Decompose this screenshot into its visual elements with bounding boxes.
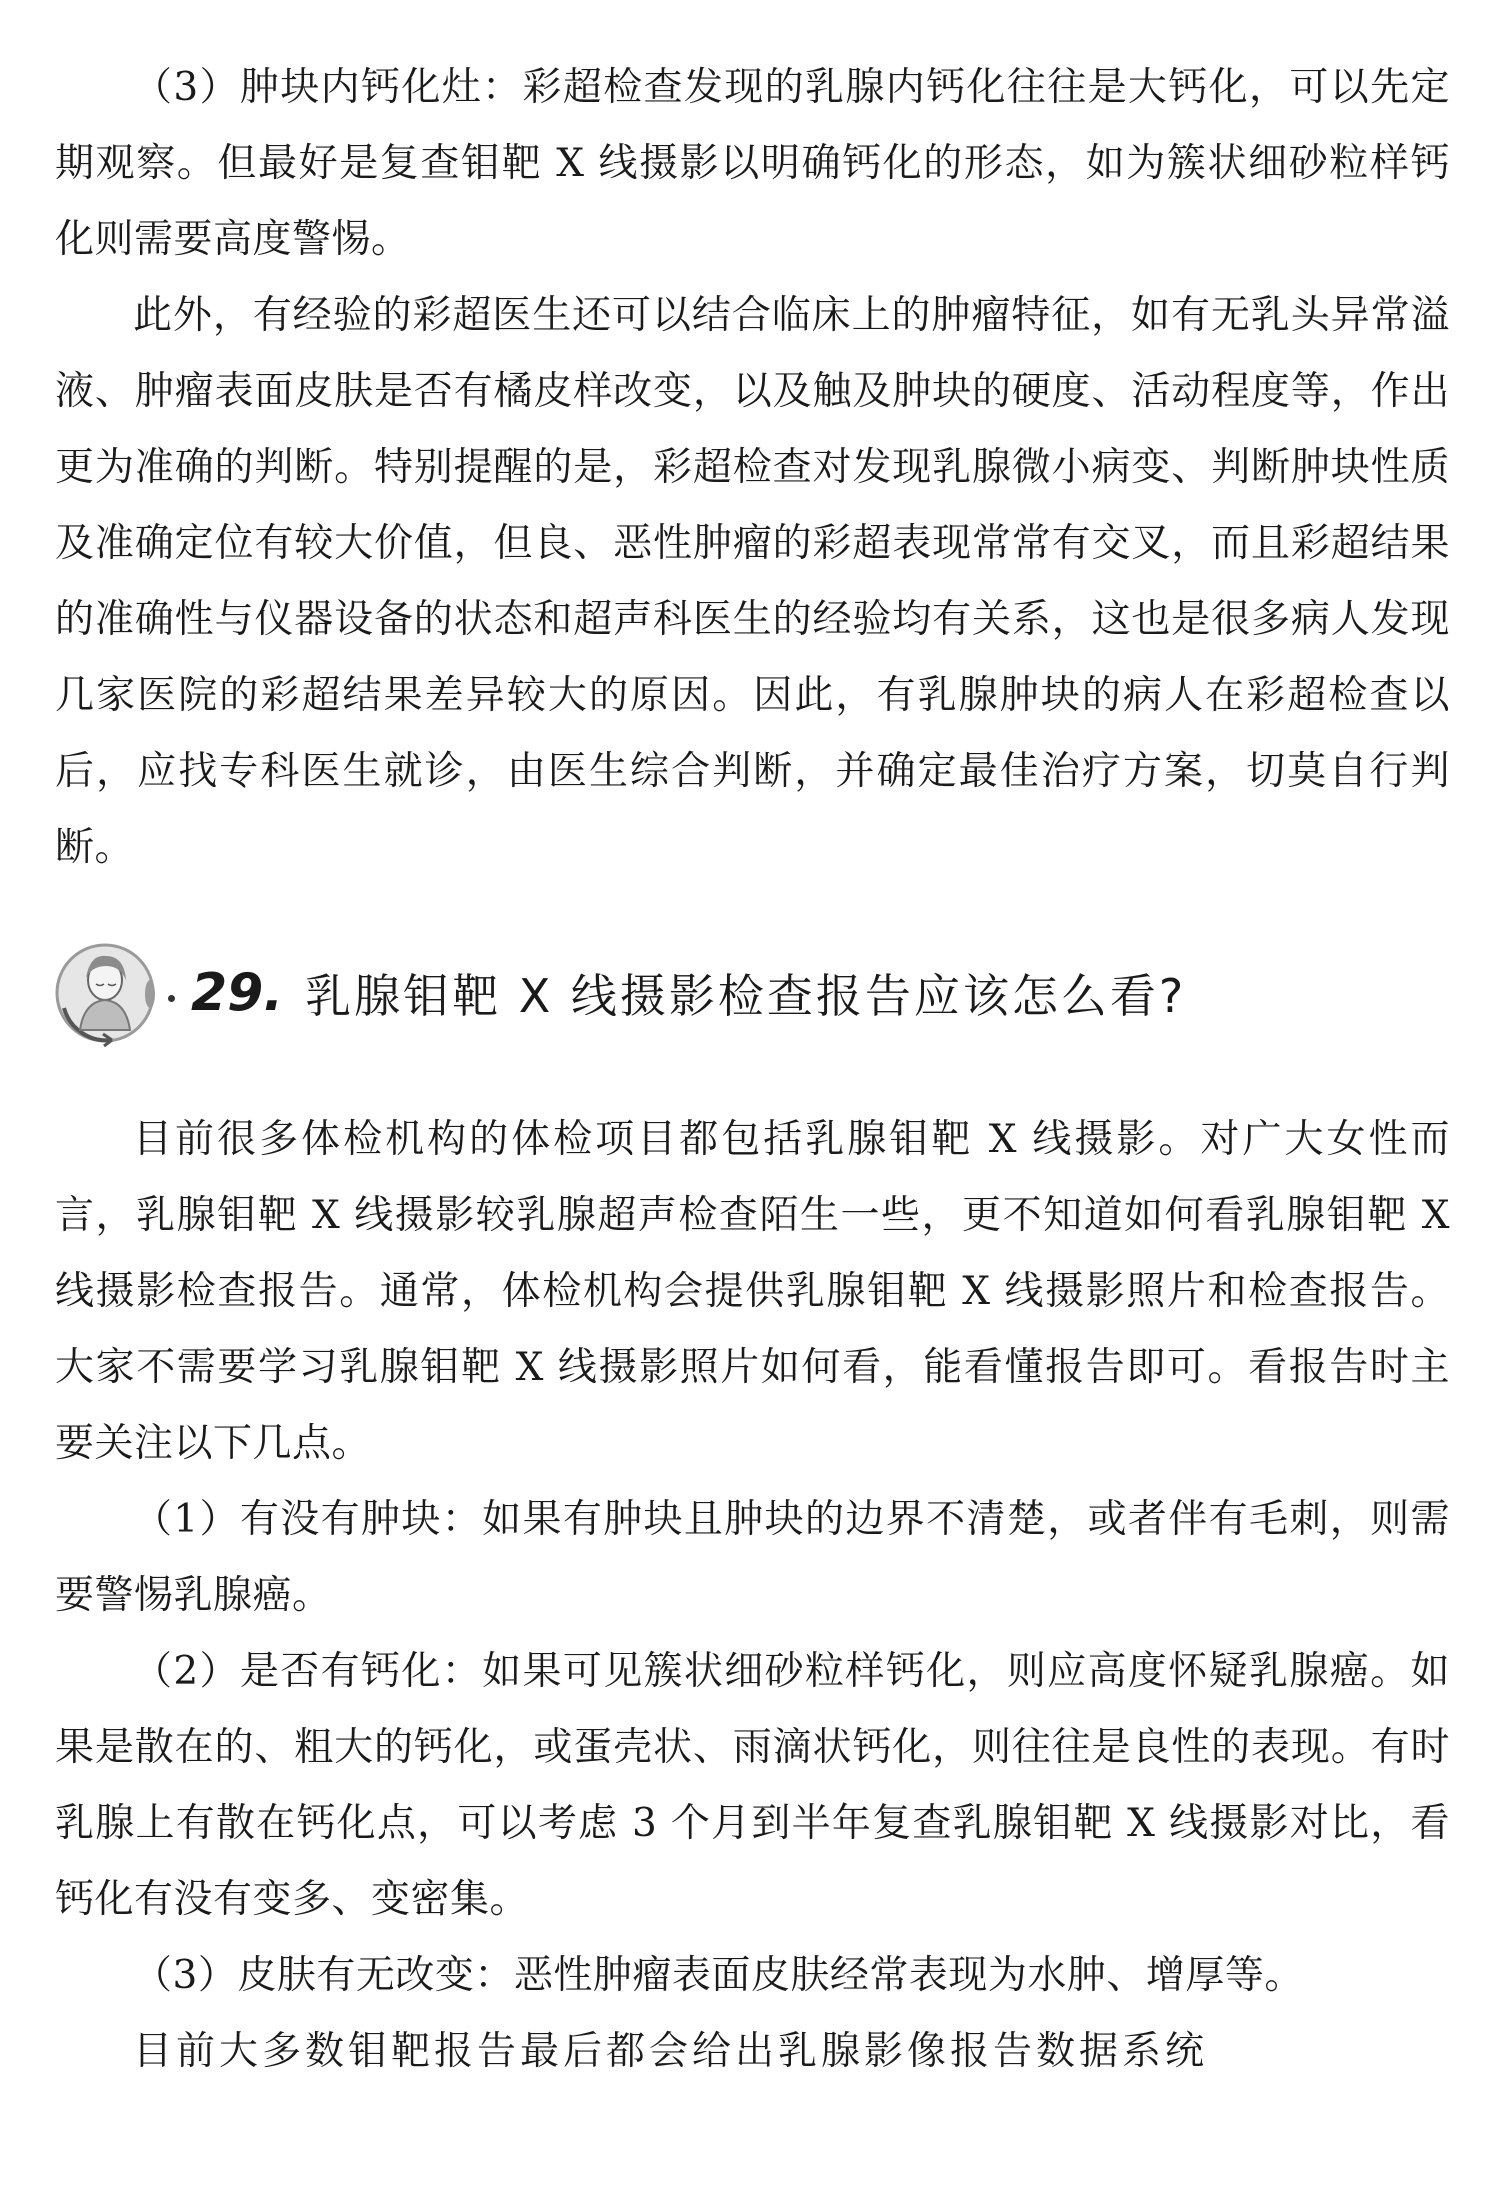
section-heading [55, 928, 1450, 1058]
section-number: 29. [191, 963, 284, 1023]
paragraph-intro: 目前很多体检机构的体检项目都包括乳腺钼靶 X 线摄影。对广大女性而言，乳腺钼靶 X 线摄影较乳腺超声检查陌生一些，更不知道如何看乳腺钼靶 X 线摄影检查报告。通常，体检机构会提供乳腺钼靶 X 线摄影照片和检查报告。大家不需要学习乳腺钼靶 X 线摄影照片如何看，能看懂报告即可。看报告时主要关注以下几点。 [55, 1117, 1450, 1466]
paragraph-point-2: （2）是否有钙化：如果可见簇状细砂粒样钙化，则应高度怀疑乳腺癌。如果是散在的、粗大的钙化，或蛋壳状、雨滴状钙化，则往往是良性的表现。有时乳腺上有散在钙化点，可以考虑 3 个月到半年复查乳腺钼靶 X 线摄影对比，看钙化有没有变多、变密集。 [55, 1649, 1450, 1922]
paragraph-calcification: （3）肿块内钙化灶：彩超检查发现的乳腺内钙化往往是大钙化，可以先定期观察。但最好是复查钼靶 X 线摄影以明确钙化的形态，如为簇状细砂粒样钙化则需要高度警惕。 [55, 65, 1450, 262]
paragraph-birads: 目前大多数钼靶报告最后都会给出乳腺影像报告数据系统 [133, 2029, 1209, 2074]
document-page [55, 50, 1450, 2090]
heading-dot [168, 995, 175, 1002]
paragraph-ultrasound-note: 此外，有经验的彩超医生还可以结合临床上的肿瘤特征，如有无乳头异常溢液、肿瘤表面皮肤是否有橘皮样改变，以及触及肿块的硬度、活动程度等，作出更为准确的判断。特别提醒的是，彩超检查对发现乳腺微小病变、判断肿块性质及准确定位有较大价值，但良、恶性肿瘤的彩超表现常常有交叉，而且彩超结果的准确性与仪器设备的状态和超声科医生的经验均有关系，这也是很多病人发现几家医院的彩超结果差异较大的原因。因此，有乳腺肿块的病人在彩超检查以后，应找专科医生就诊，由医生综合判断，并确定最佳治疗方案，切莫自行判断。 [55, 293, 1450, 870]
portrait-badge-icon [50, 938, 160, 1048]
paragraph-point-1: （1）有没有肿块：如果有肿块且肿块的边界不清楚，或者伴有毛刺，则需要警惕乳腺癌。 [55, 1497, 1450, 1618]
section-title: 乳腺钼靶 X 线摄影检查报告应该怎么看? [305, 969, 1187, 1023]
paragraph-point-3: （3）皮肤有无改变：恶性肿瘤表面皮肤经常表现为水肿、增厚等。 [133, 1953, 1304, 1998]
